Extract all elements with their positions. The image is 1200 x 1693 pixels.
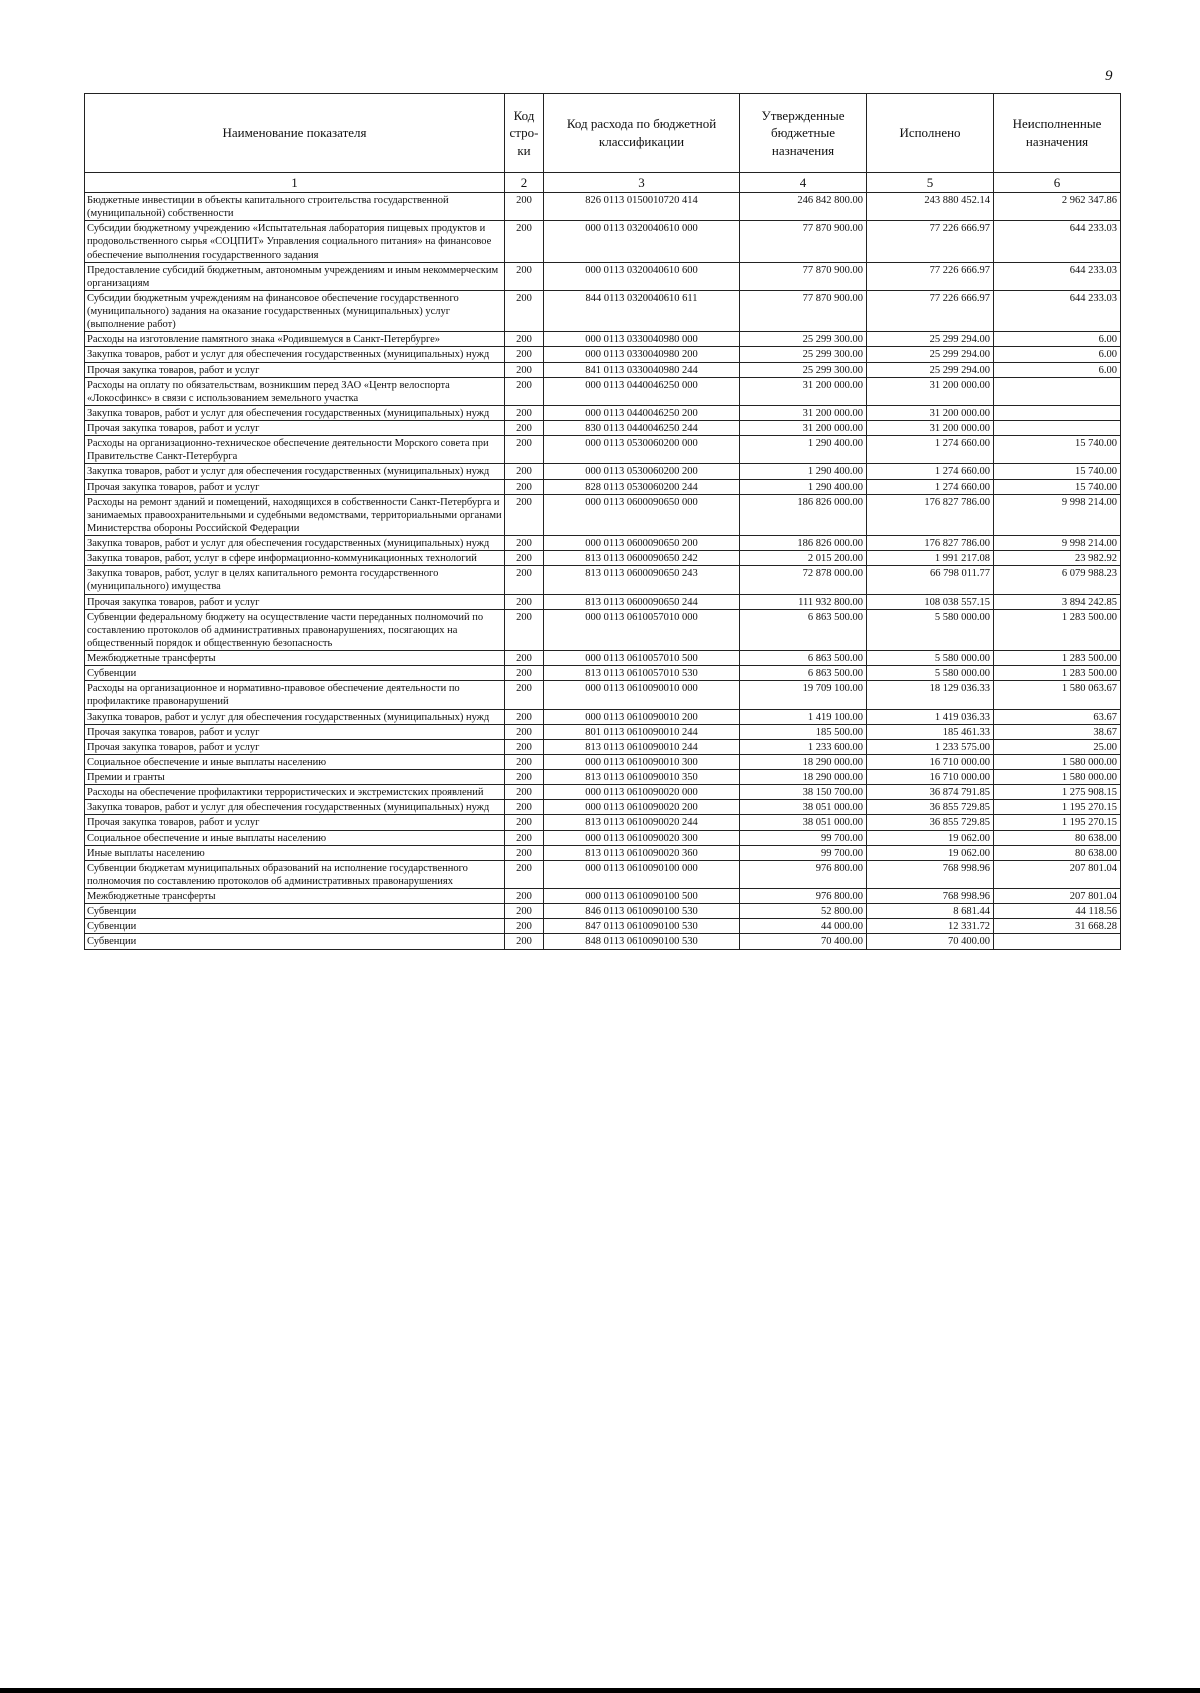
table-row bbox=[85, 919, 1121, 934]
row-executed-amount: 1 991 217.08 bbox=[867, 551, 994, 566]
row-unexecuted-amount: 63.67 bbox=[994, 709, 1121, 724]
row-line-code: 200 bbox=[505, 666, 544, 681]
header-approved: Утвержденные бюджетные назначения bbox=[740, 94, 867, 173]
row-budget-code: 000 0113 0530060200 000 bbox=[544, 436, 740, 464]
row-budget-code: 000 0113 0330040980 200 bbox=[544, 347, 740, 362]
row-executed-amount: 16 710 000.00 bbox=[867, 754, 994, 769]
row-name: Субвенции bbox=[85, 934, 505, 949]
row-name: Расходы на изготовление памятного знака «Родившемуся в Санкт-Петербурге» bbox=[85, 332, 505, 347]
row-approved-amount: 25 299 300.00 bbox=[740, 362, 867, 377]
column-number: 5 bbox=[867, 173, 994, 193]
row-line-code: 200 bbox=[505, 290, 544, 331]
row-budget-code: 000 0113 0610090010 200 bbox=[544, 709, 740, 724]
row-name: Субсидии бюджетному учреждению «Испытательная лаборатория пищевых продуктов и продовольственного сырья «СОЦПИТ» Управления социального питания» на финансовое обеспечение выполнения государственного задания bbox=[85, 221, 505, 262]
row-approved-amount: 31 200 000.00 bbox=[740, 421, 867, 436]
row-name: Прочая закупка товаров, работ и услуг bbox=[85, 815, 505, 830]
row-unexecuted-amount: 644 233.03 bbox=[994, 221, 1121, 262]
row-line-code: 200 bbox=[505, 405, 544, 420]
table-row bbox=[85, 889, 1121, 904]
row-executed-amount: 5 580 000.00 bbox=[867, 651, 994, 666]
row-unexecuted-amount: 6.00 bbox=[994, 362, 1121, 377]
row-executed-amount: 1 274 660.00 bbox=[867, 464, 994, 479]
page-number: 9 bbox=[1105, 68, 1113, 84]
table-row bbox=[85, 681, 1121, 709]
table-row bbox=[85, 221, 1121, 262]
table-row bbox=[85, 551, 1121, 566]
header-unexecuted: Неисполненные назначения bbox=[994, 94, 1121, 173]
row-unexecuted-amount: 644 233.03 bbox=[994, 290, 1121, 331]
row-budget-code: 813 0113 0600090650 244 bbox=[544, 594, 740, 609]
row-approved-amount: 31 200 000.00 bbox=[740, 377, 867, 405]
row-line-code: 200 bbox=[505, 770, 544, 785]
row-unexecuted-amount: 3 894 242.85 bbox=[994, 594, 1121, 609]
row-unexecuted-amount: 38.67 bbox=[994, 724, 1121, 739]
row-approved-amount: 44 000.00 bbox=[740, 919, 867, 934]
row-line-code: 200 bbox=[505, 785, 544, 800]
row-approved-amount: 6 863 500.00 bbox=[740, 651, 867, 666]
row-name: Прочая закупка товаров, работ и услуг bbox=[85, 739, 505, 754]
table-row bbox=[85, 845, 1121, 860]
row-line-code: 200 bbox=[505, 609, 544, 650]
row-name: Расходы на обеспечение профилактики террористических и экстремистских проявлений bbox=[85, 785, 505, 800]
row-unexecuted-amount: 1 283 500.00 bbox=[994, 609, 1121, 650]
row-name: Субсидии бюджетным учреждениям на финансовое обеспечение государственного (муниципального) задания на оказание государственных (муниципальных) услуг (выполнение работ) bbox=[85, 290, 505, 331]
row-unexecuted-amount: 23 982.92 bbox=[994, 551, 1121, 566]
row-unexecuted-amount: 44 118.56 bbox=[994, 904, 1121, 919]
header-row bbox=[85, 94, 1121, 173]
row-executed-amount: 18 129 036.33 bbox=[867, 681, 994, 709]
row-line-code: 200 bbox=[505, 709, 544, 724]
row-name: Прочая закупка товаров, работ и услуг bbox=[85, 479, 505, 494]
column-number: 1 bbox=[85, 173, 505, 193]
row-budget-code: 813 0113 0600090650 243 bbox=[544, 566, 740, 594]
table-row bbox=[85, 421, 1121, 436]
row-unexecuted-amount: 31 668.28 bbox=[994, 919, 1121, 934]
row-line-code: 200 bbox=[505, 594, 544, 609]
row-approved-amount: 70 400.00 bbox=[740, 934, 867, 949]
table-body bbox=[85, 193, 1121, 950]
row-budget-code: 813 0113 0610090010 244 bbox=[544, 739, 740, 754]
row-unexecuted-amount bbox=[994, 377, 1121, 405]
column-number: 3 bbox=[544, 173, 740, 193]
row-line-code: 200 bbox=[505, 754, 544, 769]
row-name: Закупка товаров, работ и услуг для обеспечения государственных (муниципальных) нужд bbox=[85, 800, 505, 815]
row-approved-amount: 38 150 700.00 bbox=[740, 785, 867, 800]
row-executed-amount: 25 299 294.00 bbox=[867, 347, 994, 362]
table-row bbox=[85, 709, 1121, 724]
row-line-code: 200 bbox=[505, 651, 544, 666]
row-name: Прочая закупка товаров, работ и услуг bbox=[85, 594, 505, 609]
row-unexecuted-amount: 9 998 214.00 bbox=[994, 536, 1121, 551]
table-row bbox=[85, 262, 1121, 290]
row-approved-amount: 2 015 200.00 bbox=[740, 551, 867, 566]
row-name: Субвенции bbox=[85, 666, 505, 681]
row-approved-amount: 1 290 400.00 bbox=[740, 479, 867, 494]
row-budget-code: 000 0113 0610090010 000 bbox=[544, 681, 740, 709]
table-row bbox=[85, 770, 1121, 785]
table-row bbox=[85, 405, 1121, 420]
row-budget-code: 000 0113 0320040610 000 bbox=[544, 221, 740, 262]
row-executed-amount: 19 062.00 bbox=[867, 845, 994, 860]
row-budget-code: 844 0113 0320040610 611 bbox=[544, 290, 740, 331]
row-approved-amount: 246 842 800.00 bbox=[740, 193, 867, 221]
row-executed-amount: 12 331.72 bbox=[867, 919, 994, 934]
row-executed-amount: 31 200 000.00 bbox=[867, 377, 994, 405]
row-budget-code: 813 0113 0610090020 360 bbox=[544, 845, 740, 860]
row-unexecuted-amount: 25.00 bbox=[994, 739, 1121, 754]
row-line-code: 200 bbox=[505, 421, 544, 436]
row-budget-code: 000 0113 0610090020 300 bbox=[544, 830, 740, 845]
row-approved-amount: 38 051 000.00 bbox=[740, 800, 867, 815]
row-name: Субвенции bbox=[85, 904, 505, 919]
row-line-code: 200 bbox=[505, 904, 544, 919]
row-executed-amount: 31 200 000.00 bbox=[867, 421, 994, 436]
row-executed-amount: 77 226 666.97 bbox=[867, 262, 994, 290]
row-executed-amount: 66 798 011.77 bbox=[867, 566, 994, 594]
row-line-code: 200 bbox=[505, 845, 544, 860]
row-budget-code: 000 0113 0610090020 200 bbox=[544, 800, 740, 815]
row-name: Расходы на оплату по обязательствам, возникшим перед ЗАО «Центр велоспорта «Локосфинкс» в связи с использованием земельного участка bbox=[85, 377, 505, 405]
row-approved-amount: 19 709 100.00 bbox=[740, 681, 867, 709]
scan-bottom-edge bbox=[0, 1688, 1200, 1693]
header-executed: Исполнено bbox=[867, 94, 994, 173]
row-line-code: 200 bbox=[505, 551, 544, 566]
row-unexecuted-amount bbox=[994, 934, 1121, 949]
row-approved-amount: 38 051 000.00 bbox=[740, 815, 867, 830]
row-executed-amount: 36 855 729.85 bbox=[867, 815, 994, 830]
row-budget-code: 000 0113 0610057010 500 bbox=[544, 651, 740, 666]
row-unexecuted-amount: 15 740.00 bbox=[994, 464, 1121, 479]
row-budget-code: 828 0113 0530060200 244 bbox=[544, 479, 740, 494]
row-budget-code: 000 0113 0440046250 200 bbox=[544, 405, 740, 420]
row-line-code: 200 bbox=[505, 464, 544, 479]
table-row bbox=[85, 934, 1121, 949]
row-approved-amount: 976 800.00 bbox=[740, 889, 867, 904]
row-approved-amount: 31 200 000.00 bbox=[740, 405, 867, 420]
table-row bbox=[85, 739, 1121, 754]
row-budget-code: 848 0113 0610090100 530 bbox=[544, 934, 740, 949]
row-unexecuted-amount: 2 962 347.86 bbox=[994, 193, 1121, 221]
table-row bbox=[85, 566, 1121, 594]
row-unexecuted-amount: 80 638.00 bbox=[994, 830, 1121, 845]
table-row bbox=[85, 830, 1121, 845]
table-row bbox=[85, 290, 1121, 331]
row-executed-amount: 176 827 786.00 bbox=[867, 536, 994, 551]
row-budget-code: 000 0113 0440046250 000 bbox=[544, 377, 740, 405]
row-executed-amount: 36 855 729.85 bbox=[867, 800, 994, 815]
row-budget-code: 813 0113 0610090020 244 bbox=[544, 815, 740, 830]
row-line-code: 200 bbox=[505, 494, 544, 535]
row-unexecuted-amount: 1 283 500.00 bbox=[994, 651, 1121, 666]
row-line-code: 200 bbox=[505, 889, 544, 904]
table-row bbox=[85, 860, 1121, 888]
row-line-code: 200 bbox=[505, 221, 544, 262]
table-row bbox=[85, 193, 1121, 221]
row-unexecuted-amount: 9 998 214.00 bbox=[994, 494, 1121, 535]
row-executed-amount: 8 681.44 bbox=[867, 904, 994, 919]
header-budget-code: Код расхода по бюджетной классификации bbox=[544, 94, 740, 173]
row-budget-code: 000 0113 0610057010 000 bbox=[544, 609, 740, 650]
row-name: Расходы на организационно-техническое обеспечение деятельности Морского совета при Правительстве Санкт-Петербурга bbox=[85, 436, 505, 464]
table-row bbox=[85, 754, 1121, 769]
row-name: Расходы на ремонт зданий и помещений, находящихся в собственности Санкт-Петербурга и занимаемых правоохранительными и судебными ведомствами, территориальными органами Министерства обороны Российской Федерации bbox=[85, 494, 505, 535]
row-executed-amount: 768 998.96 bbox=[867, 860, 994, 888]
table-row bbox=[85, 377, 1121, 405]
row-executed-amount: 243 880 452.14 bbox=[867, 193, 994, 221]
row-unexecuted-amount: 1 580 000.00 bbox=[994, 754, 1121, 769]
row-executed-amount: 36 874 791.85 bbox=[867, 785, 994, 800]
row-executed-amount: 1 274 660.00 bbox=[867, 479, 994, 494]
row-approved-amount: 1 290 400.00 bbox=[740, 436, 867, 464]
row-approved-amount: 186 826 000.00 bbox=[740, 494, 867, 535]
table-row bbox=[85, 332, 1121, 347]
row-executed-amount: 5 580 000.00 bbox=[867, 666, 994, 681]
row-executed-amount: 25 299 294.00 bbox=[867, 362, 994, 377]
row-budget-code: 000 0113 0600090650 000 bbox=[544, 494, 740, 535]
row-name: Прочая закупка товаров, работ и услуг bbox=[85, 362, 505, 377]
header-line-code: Код стро-ки bbox=[505, 94, 544, 173]
row-unexecuted-amount: 6.00 bbox=[994, 347, 1121, 362]
row-executed-amount: 19 062.00 bbox=[867, 830, 994, 845]
row-unexecuted-amount: 15 740.00 bbox=[994, 479, 1121, 494]
row-line-code: 200 bbox=[505, 566, 544, 594]
row-line-code: 200 bbox=[505, 536, 544, 551]
row-name: Закупка товаров, работ и услуг для обеспечения государственных (муниципальных) нужд bbox=[85, 536, 505, 551]
row-line-code: 200 bbox=[505, 436, 544, 464]
column-number: 2 bbox=[505, 173, 544, 193]
row-approved-amount: 52 800.00 bbox=[740, 904, 867, 919]
row-approved-amount: 25 299 300.00 bbox=[740, 332, 867, 347]
row-executed-amount: 768 998.96 bbox=[867, 889, 994, 904]
row-approved-amount: 6 863 500.00 bbox=[740, 666, 867, 681]
column-number-row bbox=[85, 173, 1121, 193]
row-budget-code: 846 0113 0610090100 530 bbox=[544, 904, 740, 919]
row-name: Социальное обеспечение и иные выплаты населению bbox=[85, 830, 505, 845]
row-executed-amount: 108 038 557.15 bbox=[867, 594, 994, 609]
row-name: Закупка товаров, работ и услуг для обеспечения государственных (муниципальных) нужд bbox=[85, 464, 505, 479]
row-name: Межбюджетные трансферты bbox=[85, 889, 505, 904]
row-approved-amount: 111 932 800.00 bbox=[740, 594, 867, 609]
header-name: Наименование показателя bbox=[85, 94, 505, 173]
row-budget-code: 847 0113 0610090100 530 bbox=[544, 919, 740, 934]
row-budget-code: 000 0113 0610090020 000 bbox=[544, 785, 740, 800]
table-row bbox=[85, 666, 1121, 681]
row-line-code: 200 bbox=[505, 724, 544, 739]
row-name: Прочая закупка товаров, работ и услуг bbox=[85, 421, 505, 436]
row-unexecuted-amount: 80 638.00 bbox=[994, 845, 1121, 860]
row-executed-amount: 25 299 294.00 bbox=[867, 332, 994, 347]
column-number: 6 bbox=[994, 173, 1121, 193]
row-executed-amount: 176 827 786.00 bbox=[867, 494, 994, 535]
row-name: Субвенции бюджетам муниципальных образований на исполнение государственного полномочия по составлению протоколов об административных правонарушениях bbox=[85, 860, 505, 888]
row-unexecuted-amount: 644 233.03 bbox=[994, 262, 1121, 290]
row-line-code: 200 bbox=[505, 681, 544, 709]
row-name: Иные выплаты населению bbox=[85, 845, 505, 860]
row-name: Прочая закупка товаров, работ и услуг bbox=[85, 724, 505, 739]
row-unexecuted-amount: 1 195 270.15 bbox=[994, 815, 1121, 830]
column-number: 4 bbox=[740, 173, 867, 193]
row-approved-amount: 18 290 000.00 bbox=[740, 770, 867, 785]
row-executed-amount: 16 710 000.00 bbox=[867, 770, 994, 785]
row-approved-amount: 185 500.00 bbox=[740, 724, 867, 739]
row-budget-code: 000 0113 0610090100 000 bbox=[544, 860, 740, 888]
table-row bbox=[85, 594, 1121, 609]
table-row bbox=[85, 479, 1121, 494]
row-name: Субвенции bbox=[85, 919, 505, 934]
row-executed-amount: 31 200 000.00 bbox=[867, 405, 994, 420]
row-budget-code: 000 0113 0600090650 200 bbox=[544, 536, 740, 551]
table-row bbox=[85, 785, 1121, 800]
row-name: Межбюджетные трансферты bbox=[85, 651, 505, 666]
row-approved-amount: 1 233 600.00 bbox=[740, 739, 867, 754]
row-line-code: 200 bbox=[505, 919, 544, 934]
row-line-code: 200 bbox=[505, 815, 544, 830]
row-budget-code: 813 0113 0600090650 242 bbox=[544, 551, 740, 566]
row-name: Закупка товаров, работ и услуг для обеспечения государственных (муниципальных) нужд bbox=[85, 709, 505, 724]
table-row bbox=[85, 609, 1121, 650]
row-budget-code: 826 0113 0150010720 414 bbox=[544, 193, 740, 221]
row-name: Субвенции федеральному бюджету на осуществление части переданных полномочий по составлению протоколов об административных правонарушениях, посягающих на общественный порядок и общественную безопасность bbox=[85, 609, 505, 650]
row-unexecuted-amount: 1 580 000.00 bbox=[994, 770, 1121, 785]
row-executed-amount: 70 400.00 bbox=[867, 934, 994, 949]
row-unexecuted-amount: 1 580 063.67 bbox=[994, 681, 1121, 709]
row-unexecuted-amount: 6.00 bbox=[994, 332, 1121, 347]
row-executed-amount: 1 233 575.00 bbox=[867, 739, 994, 754]
row-executed-amount: 185 461.33 bbox=[867, 724, 994, 739]
row-budget-code: 801 0113 0610090010 244 bbox=[544, 724, 740, 739]
table-row bbox=[85, 800, 1121, 815]
row-unexecuted-amount: 1 195 270.15 bbox=[994, 800, 1121, 815]
row-budget-code: 000 0113 0610090100 500 bbox=[544, 889, 740, 904]
table-row bbox=[85, 651, 1121, 666]
row-approved-amount: 99 700.00 bbox=[740, 845, 867, 860]
row-approved-amount: 25 299 300.00 bbox=[740, 347, 867, 362]
table-row bbox=[85, 815, 1121, 830]
row-name: Социальное обеспечение и иные выплаты населению bbox=[85, 754, 505, 769]
row-line-code: 200 bbox=[505, 800, 544, 815]
row-approved-amount: 6 863 500.00 bbox=[740, 609, 867, 650]
row-executed-amount: 1 274 660.00 bbox=[867, 436, 994, 464]
row-budget-code: 841 0113 0330040980 244 bbox=[544, 362, 740, 377]
row-budget-code: 813 0113 0610090010 350 bbox=[544, 770, 740, 785]
row-name: Премии и гранты bbox=[85, 770, 505, 785]
row-approved-amount: 77 870 900.00 bbox=[740, 262, 867, 290]
budget-execution-table bbox=[84, 93, 1121, 950]
row-budget-code: 830 0113 0440046250 244 bbox=[544, 421, 740, 436]
row-approved-amount: 77 870 900.00 bbox=[740, 221, 867, 262]
row-line-code: 200 bbox=[505, 362, 544, 377]
row-unexecuted-amount: 6 079 988.23 bbox=[994, 566, 1121, 594]
row-unexecuted-amount: 15 740.00 bbox=[994, 436, 1121, 464]
row-unexecuted-amount bbox=[994, 405, 1121, 420]
row-name: Закупка товаров, работ и услуг для обеспечения государственных (муниципальных) нужд bbox=[85, 405, 505, 420]
row-name: Закупка товаров, работ, услуг в сфере информационно-коммуникационных технологий bbox=[85, 551, 505, 566]
row-approved-amount: 1 290 400.00 bbox=[740, 464, 867, 479]
table-row bbox=[85, 536, 1121, 551]
row-executed-amount: 77 226 666.97 bbox=[867, 290, 994, 331]
table-row bbox=[85, 494, 1121, 535]
row-line-code: 200 bbox=[505, 193, 544, 221]
row-name: Предоставление субсидий бюджетным, автономным учреждениям и иным некоммерческим организациям bbox=[85, 262, 505, 290]
row-line-code: 200 bbox=[505, 347, 544, 362]
row-unexecuted-amount: 1 275 908.15 bbox=[994, 785, 1121, 800]
row-unexecuted-amount bbox=[994, 421, 1121, 436]
row-approved-amount: 18 290 000.00 bbox=[740, 754, 867, 769]
row-budget-code: 000 0113 0610090010 300 bbox=[544, 754, 740, 769]
row-budget-code: 813 0113 0610057010 530 bbox=[544, 666, 740, 681]
row-approved-amount: 1 419 100.00 bbox=[740, 709, 867, 724]
table-row bbox=[85, 362, 1121, 377]
row-approved-amount: 976 800.00 bbox=[740, 860, 867, 888]
row-line-code: 200 bbox=[505, 332, 544, 347]
row-line-code: 200 bbox=[505, 830, 544, 845]
table-row bbox=[85, 904, 1121, 919]
row-name: Закупка товаров, работ и услуг для обеспечения государственных (муниципальных) нужд bbox=[85, 347, 505, 362]
row-budget-code: 000 0113 0530060200 200 bbox=[544, 464, 740, 479]
row-line-code: 200 bbox=[505, 377, 544, 405]
row-line-code: 200 bbox=[505, 934, 544, 949]
row-executed-amount: 5 580 000.00 bbox=[867, 609, 994, 650]
row-approved-amount: 77 870 900.00 bbox=[740, 290, 867, 331]
row-approved-amount: 72 878 000.00 bbox=[740, 566, 867, 594]
row-name: Бюджетные инвестиции в объекты капитального строительства государственной (муниципальной) собственности bbox=[85, 193, 505, 221]
row-unexecuted-amount: 207 801.04 bbox=[994, 889, 1121, 904]
row-name: Расходы на организационное и нормативно-правовое обеспечение деятельности по профилактике правонарушений bbox=[85, 681, 505, 709]
row-executed-amount: 77 226 666.97 bbox=[867, 221, 994, 262]
table-row bbox=[85, 347, 1121, 362]
row-name: Закупка товаров, работ, услуг в целях капитального ремонта государственного (муниципального) имущества bbox=[85, 566, 505, 594]
table-row bbox=[85, 436, 1121, 464]
row-approved-amount: 186 826 000.00 bbox=[740, 536, 867, 551]
row-line-code: 200 bbox=[505, 479, 544, 494]
row-budget-code: 000 0113 0320040610 600 bbox=[544, 262, 740, 290]
row-unexecuted-amount: 207 801.04 bbox=[994, 860, 1121, 888]
table-row bbox=[85, 724, 1121, 739]
row-line-code: 200 bbox=[505, 860, 544, 888]
row-unexecuted-amount: 1 283 500.00 bbox=[994, 666, 1121, 681]
row-executed-amount: 1 419 036.33 bbox=[867, 709, 994, 724]
row-approved-amount: 99 700.00 bbox=[740, 830, 867, 845]
row-line-code: 200 bbox=[505, 262, 544, 290]
row-line-code: 200 bbox=[505, 739, 544, 754]
table-row bbox=[85, 464, 1121, 479]
row-budget-code: 000 0113 0330040980 000 bbox=[544, 332, 740, 347]
